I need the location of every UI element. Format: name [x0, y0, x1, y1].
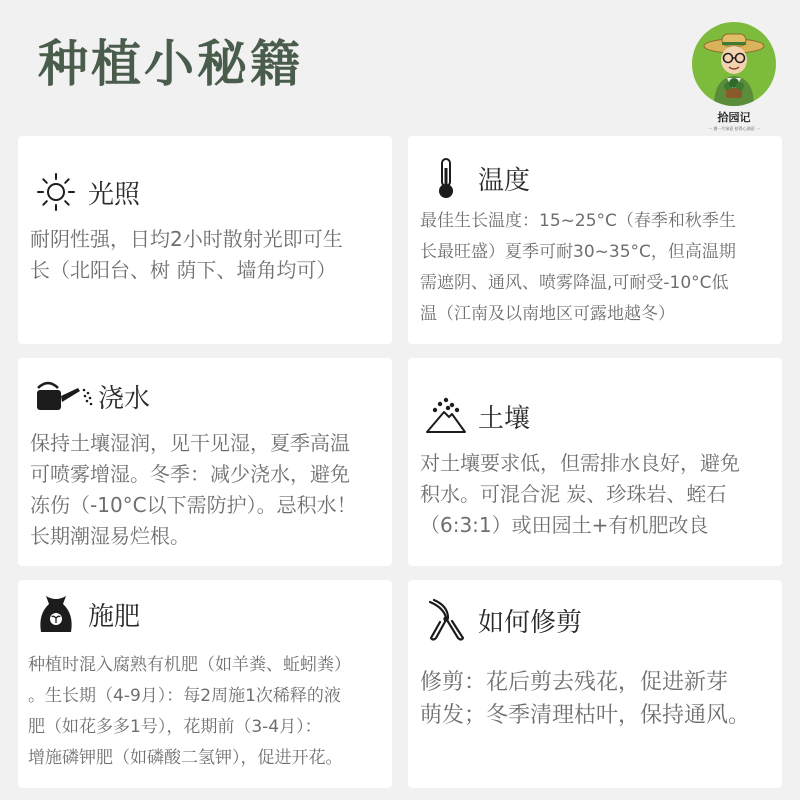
text-line: 萌发；冬季清理枯叶，保持通风。 [420, 703, 751, 728]
card-light [18, 136, 392, 344]
text-line: 。生长期（4-9月）：每2周施1次稀释的液 [28, 686, 341, 706]
card-fertilizing [18, 580, 392, 788]
page-title: 种植小秘籍 [38, 35, 303, 93]
logo-slogan: 一 拥一片绿意 拾得心满意 一 [708, 126, 760, 131]
card-title: 如何修剪 [478, 607, 583, 638]
text-line: 长最旺盛）夏季可耐30~35°C，但高温期 [420, 242, 736, 262]
card-temperature [408, 136, 782, 344]
text-line: 修剪：花后剪去残花，促进新芽 [420, 670, 729, 695]
card-title: 光照 [88, 179, 141, 210]
text-line: 长期潮湿易烂根。 [30, 524, 190, 548]
card-title: 施肥 [88, 601, 141, 632]
text-line: 增施磷钾肥（如磷酸二氢钾），促进开花。 [28, 748, 343, 768]
card-watering [18, 358, 392, 566]
card-pruning [408, 580, 782, 788]
logo-name: 拾园记 [717, 111, 751, 124]
text-line: 种植时混入腐熟有机肥（如羊粪、蚯蚓粪） [28, 655, 351, 675]
pruning-shears-icon [424, 598, 468, 642]
text-line: 冻伤（-10°C以下需防护）。忌积水！ [30, 493, 357, 517]
card-title: 温度 [478, 165, 531, 196]
text-line: （6:3:1）或田园土+有机肥改良 [420, 513, 709, 537]
text-line: 温（江南及以南地区可露地越冬） [420, 304, 675, 324]
text-line: 最佳生长温度：15~25°C（春季和秋季生 [420, 211, 736, 231]
text-line: 保持土壤湿润，见干见湿，夏季高温 [30, 431, 350, 455]
gardener-avatar-icon [692, 22, 776, 106]
text-line: 肥（如花多多1号），花期前（3-4月）： [28, 717, 322, 737]
card-text [420, 666, 772, 732]
brand-logo [686, 22, 782, 132]
text-line: 积水。可混合泥 炭、珍珠岩、蛭石 [420, 482, 727, 506]
card-text [30, 224, 382, 286]
sun-icon [34, 170, 78, 214]
text-line: 长（北阳台、树 荫下、墙角均可） [30, 258, 337, 282]
card-soil [408, 358, 782, 566]
text-line: 需遮阴、通风、喷雾降温,可耐受-10°C低 [420, 273, 729, 293]
fertilizer-bag-icon [34, 592, 78, 636]
card-text [420, 206, 772, 330]
watering-can-icon [34, 374, 96, 418]
card-title: 土壤 [478, 403, 531, 434]
soil-mound-icon [424, 394, 468, 438]
text-line: 耐阴性强，日均2小时散射光即可生 [30, 227, 343, 251]
card-text [28, 650, 388, 774]
card-text [30, 428, 382, 552]
card-title: 浇水 [98, 383, 151, 414]
card-text [420, 448, 772, 541]
text-line: 可喷雾增湿。冬季：减少浇水，避免 [30, 462, 350, 486]
thermometer-icon [424, 156, 468, 200]
text-line: 对土壤要求低，但需排水良好，避免 [420, 451, 740, 475]
